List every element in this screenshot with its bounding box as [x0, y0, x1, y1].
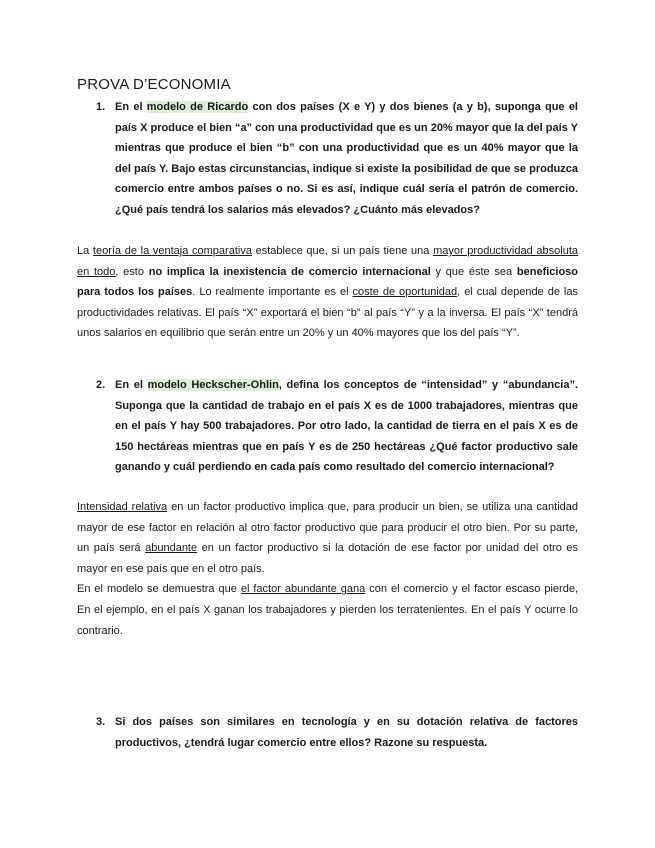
answer-text: La — [77, 245, 93, 257]
answer-text: , el cual depende de las productividades relativas. El país “X” exportará el bien “b” al país “Y” y a la inversa. El país “X” tendrá unos salarios en equilibrio que serán entre un 20% y un 40% mayores que los del país “Y”. — [77, 286, 578, 340]
question-text — [115, 97, 578, 221]
answer-text: en un factor productivo si la dotación de ese factor por unidad del otro es mayor en ese país que en el otro país. — [77, 542, 578, 575]
answer-text: , esto — [115, 265, 149, 278]
question-number: 2. — [96, 379, 106, 391]
underlined-term: coste de oportunidad — [352, 286, 458, 299]
answer-2 — [77, 497, 578, 641]
question-number: 1. — [96, 101, 106, 113]
question-number: 3. — [96, 716, 106, 728]
answer-text: establece que, si un país tiene una — [251, 245, 434, 257]
answer-text: En el modelo se demuestra que — [77, 583, 241, 596]
question-3 — [96, 712, 578, 753]
question-text-part: En el — [115, 379, 148, 391]
underlined-term: mayor productividad absoluta en todo — [77, 245, 578, 278]
bold-term: no implica la inexistencia de comercio internacional — [148, 265, 431, 278]
question-text-part: , defina los conceptos de “intensidad” y “abundancia”. Suponga que la cantidad de trabajo en el país X es de 1000 trabajadores, mientras que en el país Y hay 500 trabajadores. Por otro lado, la cantidad de tierra en el país X es de 150 hectáreas mientras que en país Y es de 250 hectáreas ¿Qué factor productivo sale ganando y cuál perdiendo en cada país como resultado del comercio internacional? — [115, 379, 579, 474]
answer-1 — [77, 241, 578, 344]
answer-text: . Lo realmente importante es el — [192, 286, 353, 299]
bold-term: beneficioso para todos los países — [77, 265, 579, 299]
answer-text: y que éste sea — [430, 265, 517, 278]
question-text-part: En el — [115, 101, 147, 113]
highlighted-term: modelo Heckscher-Ohlin — [147, 379, 279, 391]
underlined-term: Intensidad relativa — [77, 501, 168, 513]
underlined-term: abundante — [145, 542, 198, 555]
question-2 — [96, 375, 578, 478]
question-text — [115, 375, 578, 478]
page-title: PROVA D’ECONOMIA — [77, 76, 231, 93]
underlined-term: el factor abundante gana — [240, 583, 366, 596]
highlighted-term: modelo de Ricardo — [146, 101, 249, 113]
underlined-term: teoría de la ventaja comparativa — [92, 245, 252, 257]
question-1 — [96, 97, 578, 221]
answer-text: en un factor productivo implica que, para producir un bien, se utiliza una cantidad mayor de ese factor en relación al otro factor productivo que para producir el otro bien. Por su parte, un país será — [77, 501, 579, 555]
question-text-part: con dos países (X e Y) y dos bienes (a y b), suponga que el país X produce el bien “a” con una productividad que es un 20% mayor que la del país Y mientras que produce el bien “b” con una productividad que es un 40% mayor que la del país Y. Bajo estas circunstancias, indique si existe la posibilidad de que se produzca comercio entre ambos países o no. Si es así, indique cuál sería el patrón de comercio. ¿Qué país tendrá los salarios más elevados? ¿Cuánto más elevados? — [115, 101, 578, 216]
question-text: Si dos países son similares en tecnología y en su dotación relativa de factores productivos, ¿tendrá lugar comercio entre ellos? Razone su respuesta. — [115, 716, 578, 749]
answer-text: con el comercio y el factor escaso pierde, En el ejemplo, en el país X ganan los trabajadores y pierden los terratenientes. En el país Y ocurre lo contrario. — [77, 583, 579, 637]
